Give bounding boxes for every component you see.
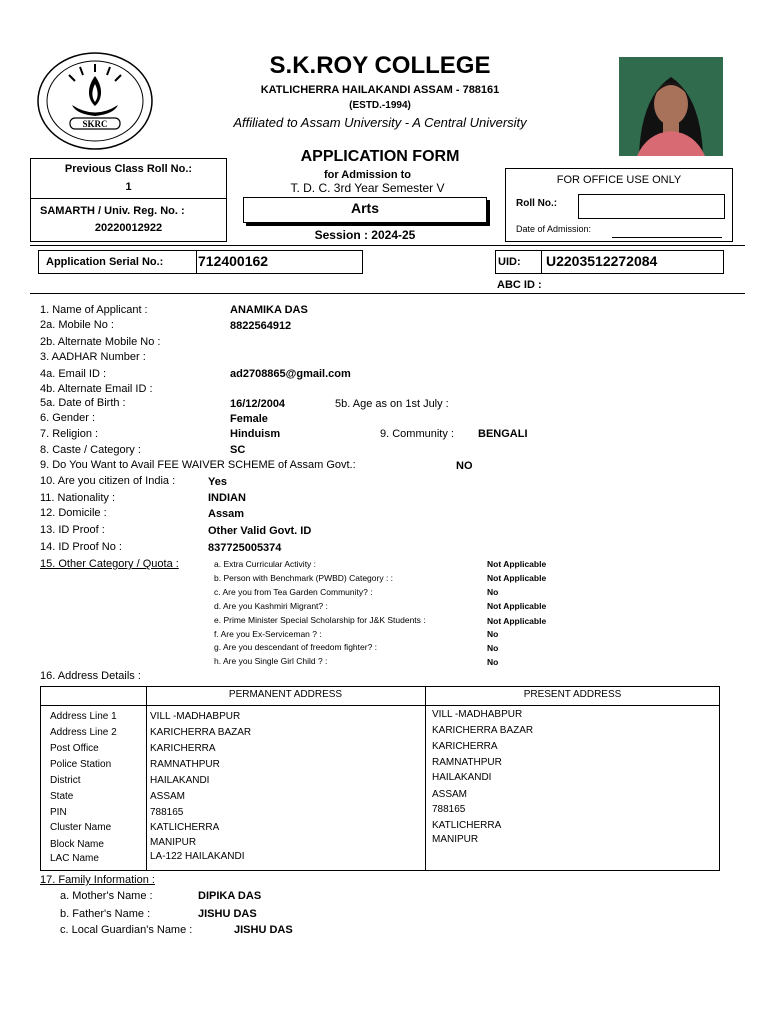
alt-email-label: 4b. Alternate Email ID : [40, 383, 153, 395]
college-affiliation: Affiliated to Assam University - A Central University [233, 115, 527, 130]
quota-a: No [487, 657, 499, 667]
office-date-label: Date of Admission: [516, 224, 592, 234]
address-row-label: LAC Name [50, 853, 99, 864]
id-proof-label: 13. ID Proof : [40, 524, 105, 536]
email-label: 4a. Email ID : [40, 368, 107, 380]
quota-a: No [487, 643, 499, 653]
domicile-label: 12. Domicile : [40, 507, 107, 519]
quota-q: a. Extra Curricular Activity : [214, 559, 317, 569]
religion-value: Hinduism [230, 428, 281, 440]
quota-a: Not Applicable [487, 616, 547, 626]
prev-roll-label: Previous Class Roll No.: [64, 163, 193, 175]
present-address-value: KARICHERRA [432, 741, 498, 752]
dob-value: 16/12/2004 [230, 398, 286, 410]
mobile-label: 2a. Mobile No : [40, 319, 114, 331]
present-address-value: VILL -MADHABPUR [432, 709, 523, 720]
address-row-label: PIN [50, 807, 67, 818]
permanent-address-header: PERMANENT ADDRESS [228, 689, 343, 700]
office-roll-input[interactable] [578, 194, 725, 219]
permanent-address-value: KARICHERRA [150, 743, 216, 754]
permanent-address-value: KATLICHERRA [150, 822, 220, 833]
religion-label: 7. Religion : [40, 428, 99, 440]
dob-label: 5a. Date of Birth : [40, 397, 126, 409]
age-label: 5b. Age as on 1st July : [335, 398, 449, 410]
id-proof-value: Other Valid Govt. ID [208, 525, 312, 537]
address-details-label: 16. Address Details : [40, 670, 141, 682]
quota-q: g. Are you descendant of freedom fighter? : [214, 642, 378, 652]
quota-a: Not Applicable [487, 601, 547, 611]
citizen-label: 10. Are you citizen of India : [40, 475, 176, 487]
reg-value: 20220012922 [94, 222, 163, 234]
name-value: ANAMIKA DAS [230, 304, 308, 316]
permanent-address-value: KARICHERRA BAZAR [150, 727, 252, 738]
mobile-value: 8822564912 [230, 320, 292, 332]
office-date-line [612, 237, 722, 238]
address-row-label: Address Line 2 [50, 727, 117, 738]
quota-a: No [487, 629, 499, 639]
uid-label: UID: [498, 256, 521, 268]
stream-value: Arts [350, 200, 379, 216]
email-value: ad2708865@gmail.com [230, 368, 351, 380]
serial-value: 712400162 [198, 253, 269, 269]
address-row-label: Block Name [50, 839, 104, 850]
logo-text: SKRC [82, 119, 108, 129]
college-estd: (ESTD.-1994) [349, 100, 411, 111]
abc-label: ABC ID : [497, 279, 542, 291]
permanent-address-value: ASSAM [150, 791, 186, 802]
present-address-header: PRESENT ADDRESS [523, 689, 622, 700]
present-address-value: KATLICHERRA [432, 820, 502, 831]
for-admission: for Admission to [324, 169, 411, 181]
quota-a: Not Applicable [487, 559, 547, 569]
id-proof-no-label: 14. ID Proof No : [40, 541, 122, 553]
name-label: 1. Name of Applicant : [40, 304, 148, 316]
office-title: FOR OFFICE USE ONLY [556, 174, 682, 186]
nationality-value: INDIAN [208, 492, 246, 504]
caste-value: SC [230, 444, 246, 456]
present-address-value: MANIPUR [432, 834, 479, 845]
permanent-address-value: VILL -MADHABPUR [150, 711, 241, 722]
form-title: APPLICATION FORM [300, 148, 460, 165]
fee-waiver-label: 9. Do You Want to Avail FEE WAIVER SCHEME of Assam Govt.: [40, 459, 356, 471]
community-value: BENGALI [478, 428, 528, 440]
college-name: S.K.ROY COLLEGE [269, 52, 491, 79]
address-row-label: Post Office [50, 743, 99, 754]
address-row-label: State [50, 791, 74, 802]
id-proof-no-value: 837725005374 [208, 542, 282, 554]
present-address-value: KARICHERRA BAZAR [432, 725, 534, 736]
permanent-address-value: 788165 [150, 807, 184, 818]
fee-waiver-value: NO [456, 460, 473, 472]
quota-q: d. Are you Kashmiri Migrant? : [214, 601, 328, 611]
quota-q: f. Are you Ex-Serviceman ? : [214, 629, 322, 639]
session: Session : 2024-25 [314, 228, 416, 242]
office-roll-label: Roll No.: [516, 198, 558, 209]
quota-a: No [487, 587, 499, 597]
aadhar-label: 3. AADHAR Number : [40, 351, 146, 363]
family-info-label: 17. Family Information : [40, 874, 155, 886]
mother-label: a. Mother's Name : [60, 890, 153, 902]
quota-q: c. Are you from Tea Garden Community? : [214, 587, 373, 597]
college-logo [34, 50, 156, 152]
prev-roll-value: 1 [125, 181, 132, 193]
address-row-label: Police Station [50, 759, 112, 770]
course-name: T. D. C. 3rd Year Semester V [290, 181, 445, 195]
quota-a: Not Applicable [487, 573, 547, 583]
domicile-value: Assam [208, 508, 245, 520]
father-value: JISHU DAS [198, 908, 257, 920]
present-address-value: HAILAKANDI [432, 772, 492, 783]
guardian-value: JISHU DAS [234, 924, 293, 936]
quota-q: h. Are you Single Girl Child ? : [214, 656, 328, 666]
applicant-photo [619, 57, 723, 156]
caste-label: 8. Caste / Category : [40, 444, 141, 456]
address-row-label: Address Line 1 [50, 711, 117, 722]
serial-label: Application Serial No.: [46, 256, 164, 268]
mother-value: DIPIKA DAS [198, 890, 262, 902]
address-row-label: District [50, 775, 81, 786]
present-address-value: 788165 [432, 804, 466, 815]
community-label: 9. Community : [380, 428, 454, 440]
quota-q: b. Person with Benchmark (PWBD) Category : : [214, 573, 394, 583]
college-address: KATLICHERRA HAILAKANDI ASSAM - 788161 [260, 84, 500, 96]
other-category-label: 15. Other Category / Quota : [40, 558, 179, 570]
present-address-value: RAMNATHPUR [432, 757, 502, 768]
guardian-label: c. Local Guardian's Name : [60, 924, 193, 936]
reg-label: SAMARTH / Univ. Reg. No. : [40, 205, 185, 217]
father-label: b. Father's Name : [60, 908, 151, 920]
permanent-address-value: LA-122 HAILAKANDI [150, 851, 245, 862]
address-table [40, 686, 720, 871]
present-address-value: ASSAM [432, 789, 468, 800]
gender-label: 6. Gender : [40, 412, 96, 424]
address-row-label: Cluster Name [50, 822, 112, 833]
citizen-value: Yes [208, 476, 227, 488]
gender-value: Female [230, 413, 268, 425]
alt-mobile-label: 2b. Alternate Mobile No : [40, 336, 161, 348]
permanent-address-value: MANIPUR [150, 837, 197, 848]
uid-value: U2203512272084 [546, 253, 658, 269]
nationality-label: 11. Nationality : [40, 492, 116, 504]
permanent-address-value: RAMNATHPUR [150, 759, 220, 770]
permanent-address-value: HAILAKANDI [150, 775, 210, 786]
quota-q: e. Prime Minister Special Scholarship for J&K Students : [214, 615, 426, 625]
